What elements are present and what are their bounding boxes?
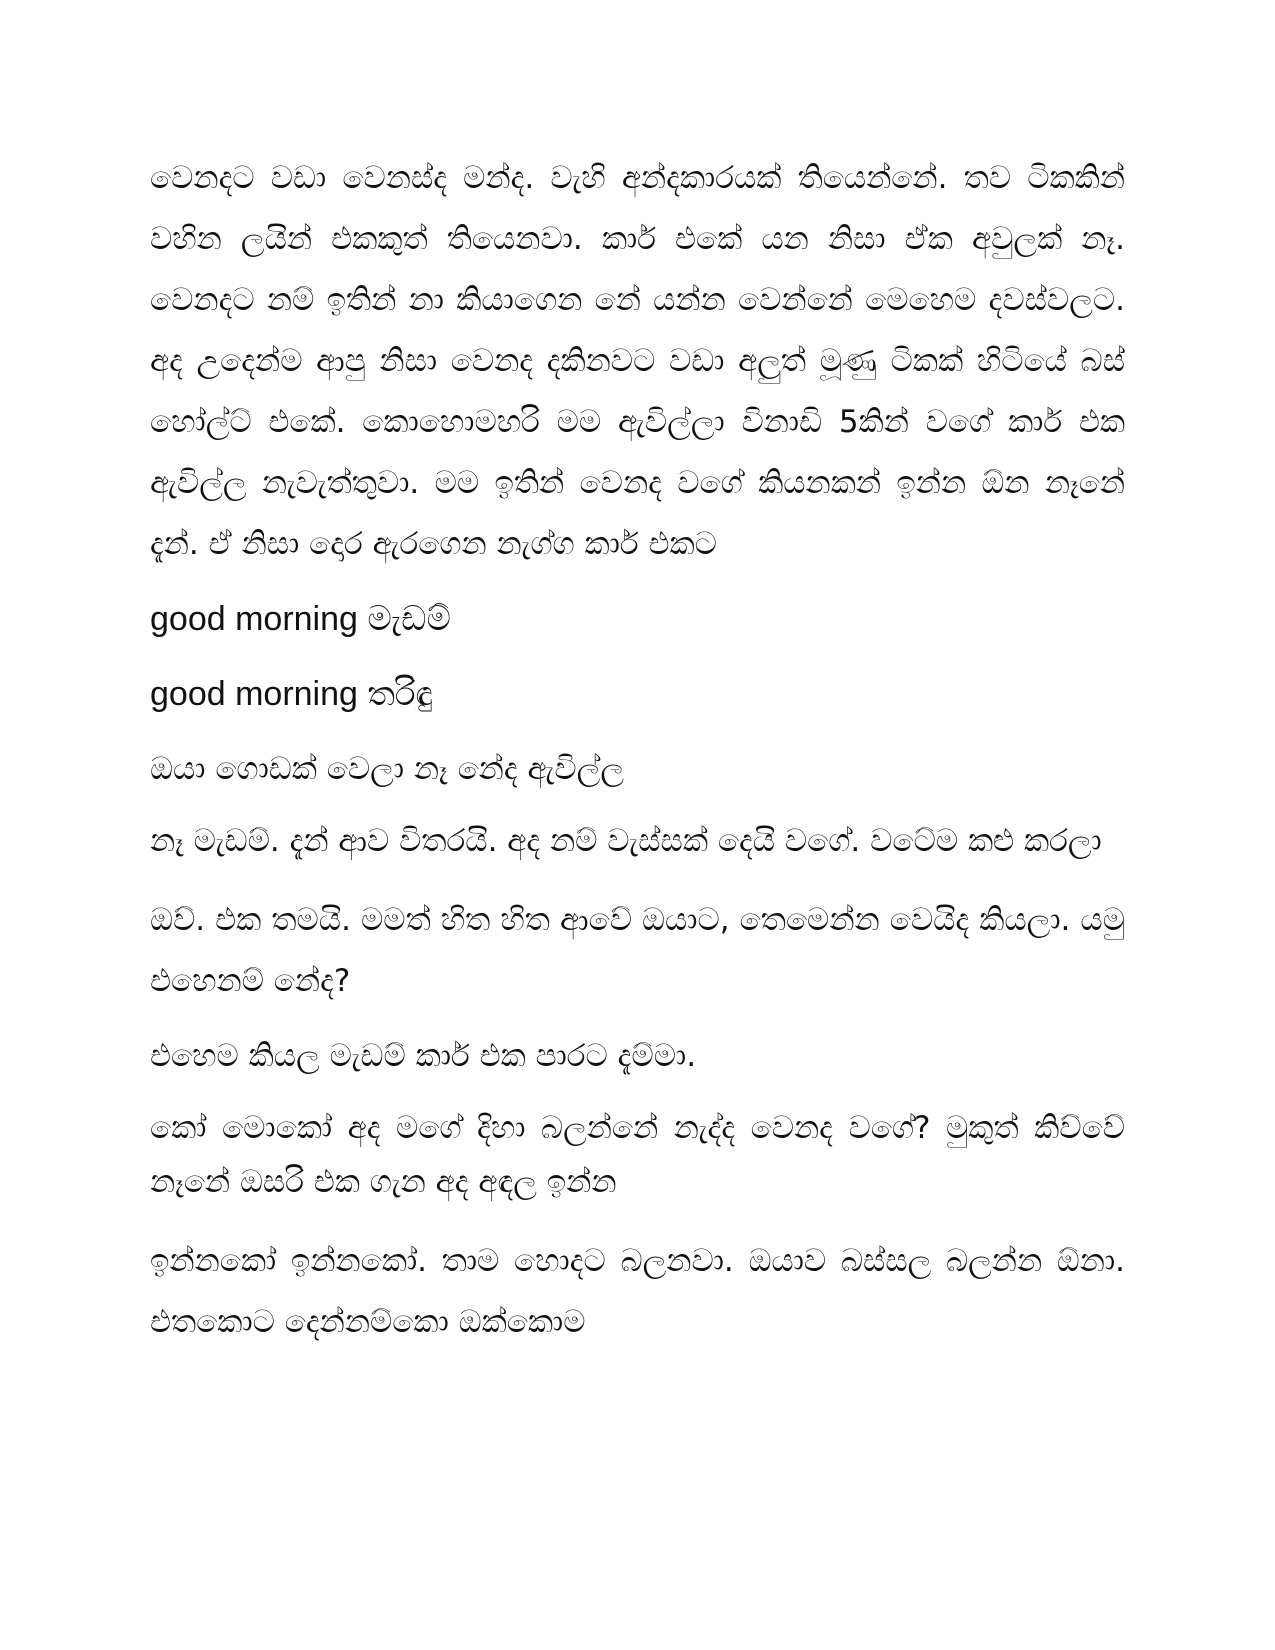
paragraph-4: ඔයා ගොඩක් වෙලා නෑ නේද ඇවිල්ල: [150, 751, 624, 787]
paragraph-3: good morning තරිඳු: [150, 675, 433, 713]
paragraph-8: කෝ මොකෝ අද මගේ දිහා බලන්නේ නැද්ද වෙනද වගේ? මුකුත් කිව්වේ නෑනේ ඔසරි එක ගැන අද අඳල ඉන්න: [150, 1110, 1125, 1200]
paragraph-2: good morning මැඩම්: [150, 600, 451, 638]
paragraph-5: නෑ මැඩම්. දැන් ආව විතරයි. අද නම් වැස්සක් දෙයි වගේ. වටේම කළු කරලා: [150, 823, 1102, 859]
paragraph-6: ඔව්. එක තමයි. මමත් හිත හිත ආවේ ඔයාට, තෙමෙන්න වෙයිද කියලා. යමු එහෙනම් නේද?: [150, 902, 1125, 999]
document-body: [150, 148, 1125, 1367]
paragraph-9: ඉන්නකෝ ඉන්නකෝ. තාම හොදට බලනවා. ඔයාව බස්සල බලන්න ඕනා. එතකොට දෙන්නම්කො ඔක්කොම: [150, 1243, 1125, 1340]
paragraph-7: එහෙම කියල මැඩම් කාර් එක පාරට දැම්මා.: [150, 1038, 697, 1074]
paragraph-1: වෙනදට වඩා වෙනස්ද මන්ද. වැහි අන්දකාරයක් තියෙන්නේ. තව ටිකකින් වහින ලයින් එකකුත් තියෙනවා. කාර් එකේ යන නිසා ඒක අවුලක් නෑ. වෙනදට නම් ඉතින් නා කියාගෙන නේ යන්න වෙන්නේ මෙහෙම දවස්වලට. අද උදෙන්ම ආපු නිසා වෙනද දකිනවට වඩා අලුත් මූණු ටිකක් හිටියේ බස් හෝල්ට් එකේ. කොහොමහරි මම ඇවිල්ලා විනාඩි 5කින් වගේ කාර් එක ඇවිල්ල නැවැත්තුවා. මම ඉතින් වෙනද වගේ කියනකන් ඉන්න ඕන නෑනේ දැන්. ඒ නිසා දොර ඇරගෙන නැග්ග කාර් එකට: [150, 160, 1125, 562]
